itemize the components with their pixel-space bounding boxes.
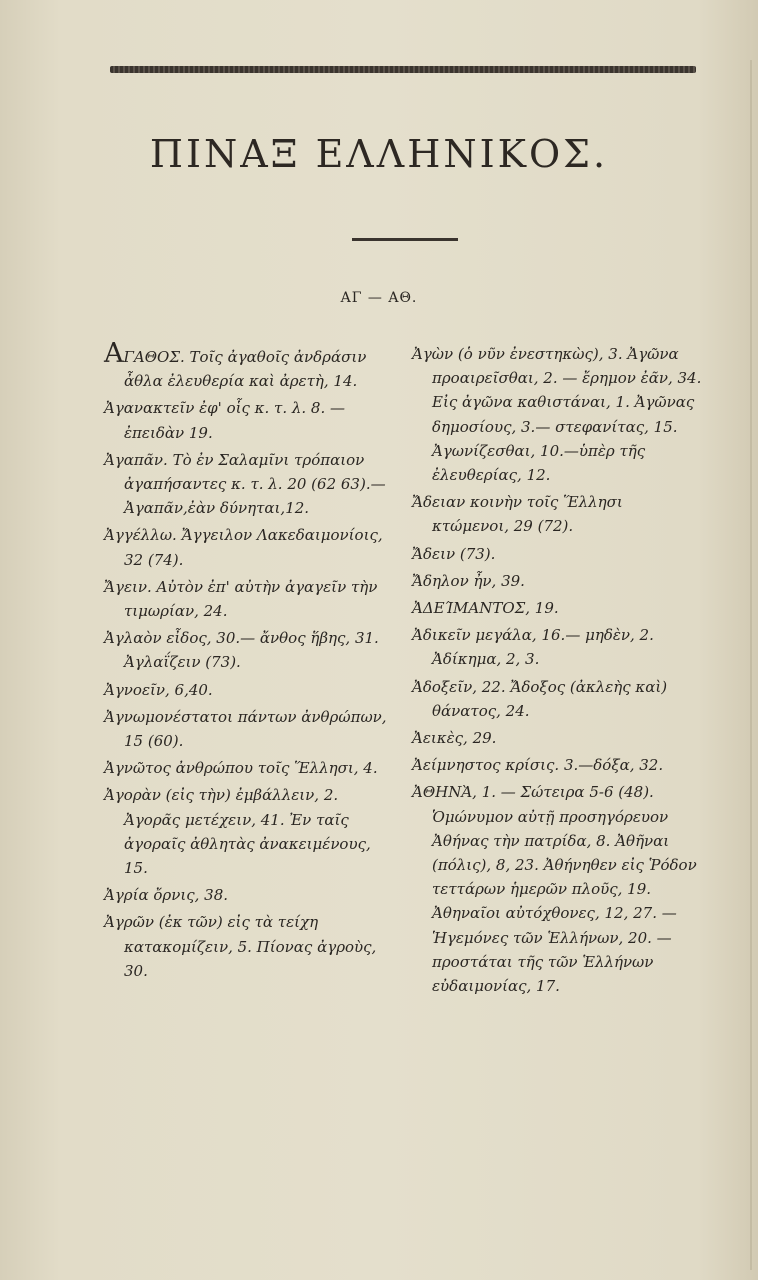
index-entry: Ἀεικὲς, 29. [412,729,497,748]
index-entry: Ἀγαπᾶν. Τὸ ἐν Σαλαμῖνι τρόπαιον ἀγαπήσαντες κ. τ. λ. 20 (62 63).—Ἀγαπᾶν,ἐὰν δύνηται,12. [104,450,386,518]
entry-text: ΓΑΘΟΣ. Τοῖς ἀγαθοῖς ἀνδράσιν ἆθλα ἐλευθερία καὶ ἀρετὴ, 14. [123,348,367,391]
index-entry: Ἄγειν. Αὐτὸν ἐπ' αὐτὴν ἀγαγεῖν τὴν τιμωρίαν, 24. [104,577,378,621]
index-entry: Ἀδοξεῖν, 22. Ἄδοξος (ἀκλεὴς καὶ) θάνατος, 24. [412,677,668,720]
index-entry: Ἄδηλον ἦν, 39. [412,571,525,590]
title-underline [352,238,458,241]
index-entry: Ἀγνῶτος ἀνθρώπου τοῖς Ἕλλησι, 4. [104,759,378,778]
index-entry: Ἀγρῶν (ἐκ τῶν) εἰς τὰ τείχη κατακομίζειν, 5. Πίονας ἀγροὺς, 30. [104,913,377,980]
index-entry: Ἀγνωμονέστατοι πάντων ἀνθρώπων, 15 (60). [104,707,387,751]
drop-cap: Α [104,338,124,369]
index-entry: Ἀγανακτεῖν ἐφ' οἷς κ. τ. λ. 8. — ἐπειδὰν 19. [104,399,345,442]
index-entry: Ἀείμνηστος κρίσις. 3.—δόξα, 32. [412,756,664,775]
index-entry: Ἀδικεῖν μεγάλα, 16.— μηδὲν, 2. Ἀδίκημα, 2, 3. [412,626,654,669]
index-entry: ἈΘΗΝᾺ, 1. — Σώτειρα 5-6 (48). Ὁμώνυμον αὐτῇ προσηγόρευον Ἀθήνας τὴν πατρίδα, 8. Ἀθῆναι (πόλις), 8, 23. Ἀθήνηθεν εἰς Ῥόδον τεττάρων ἡμερῶν πλοῦς, 19. Ἀθηναῖοι αὐτόχθονες, 12, 27. — Ἡγεμόνες τῶν Ἑλλήνων, 20. —προστάται τῆς τῶν Ἑλλήνων εὐδαιμονίας, 17. [412,783,697,996]
page-edge [750,60,752,1270]
page-title: ΠΙΝΑΞ ΕΛΛΗΝΙΚΟΣ. [149,132,609,176]
index-entry: Ἀγορὰν (εἰς τὴν) ἐμβάλλειν, 2. Ἀγορᾶς μετέχειν, 41. Ἐν ταῖς ἀγοραῖς ἀθλητὰς ἀνακειμένους, 15. [104,786,371,878]
index-entry: ἈΔΕΊΜΑΝΤΟΣ, 19. [412,599,559,618]
header-rule [110,66,696,73]
entry-range: ΑΓ — ΑΘ. [340,290,418,306]
index-entry: Ἀγρία ὄρνις, 38. [104,886,229,905]
right-column [412,342,702,1001]
index-entry-agathos [104,338,394,393]
index-entry: Ἀγλαὸν εἶδος, 30.— ἄνθος ἥβης, 31. Ἀγλαΐζειν (73). [104,629,379,672]
index-entry: Ἀγγέλλω. Ἄγγειλον Λακεδαιμονίοις, 32 (74). [104,526,383,569]
left-column [104,338,394,986]
index-entry: Ἀγνοεῖν, 6,40. [104,680,213,699]
index-entry: Ἄδειν (73). [412,544,496,563]
index-entry: Ἄδειαν κοινὴν τοῖς Ἕλλησι κτώμενοι, 29 (72). [412,493,623,536]
index-entry: Ἀγὼν (ὁ νῦν ἐνεστηκὼς), 3. Ἀγῶνα προαιρεῖσθαι, 2. — ἔρημον ἐᾶν, 34. Εἰς ἀγῶνα καθιστάναι, 1. Ἀγῶνας δημοσίους, 3.— στεφανίτας, 15. Ἀγωνίζεσθαι, 10.—ὑπὲρ τῆς ἐλευθερίας, 12. [412,345,702,485]
